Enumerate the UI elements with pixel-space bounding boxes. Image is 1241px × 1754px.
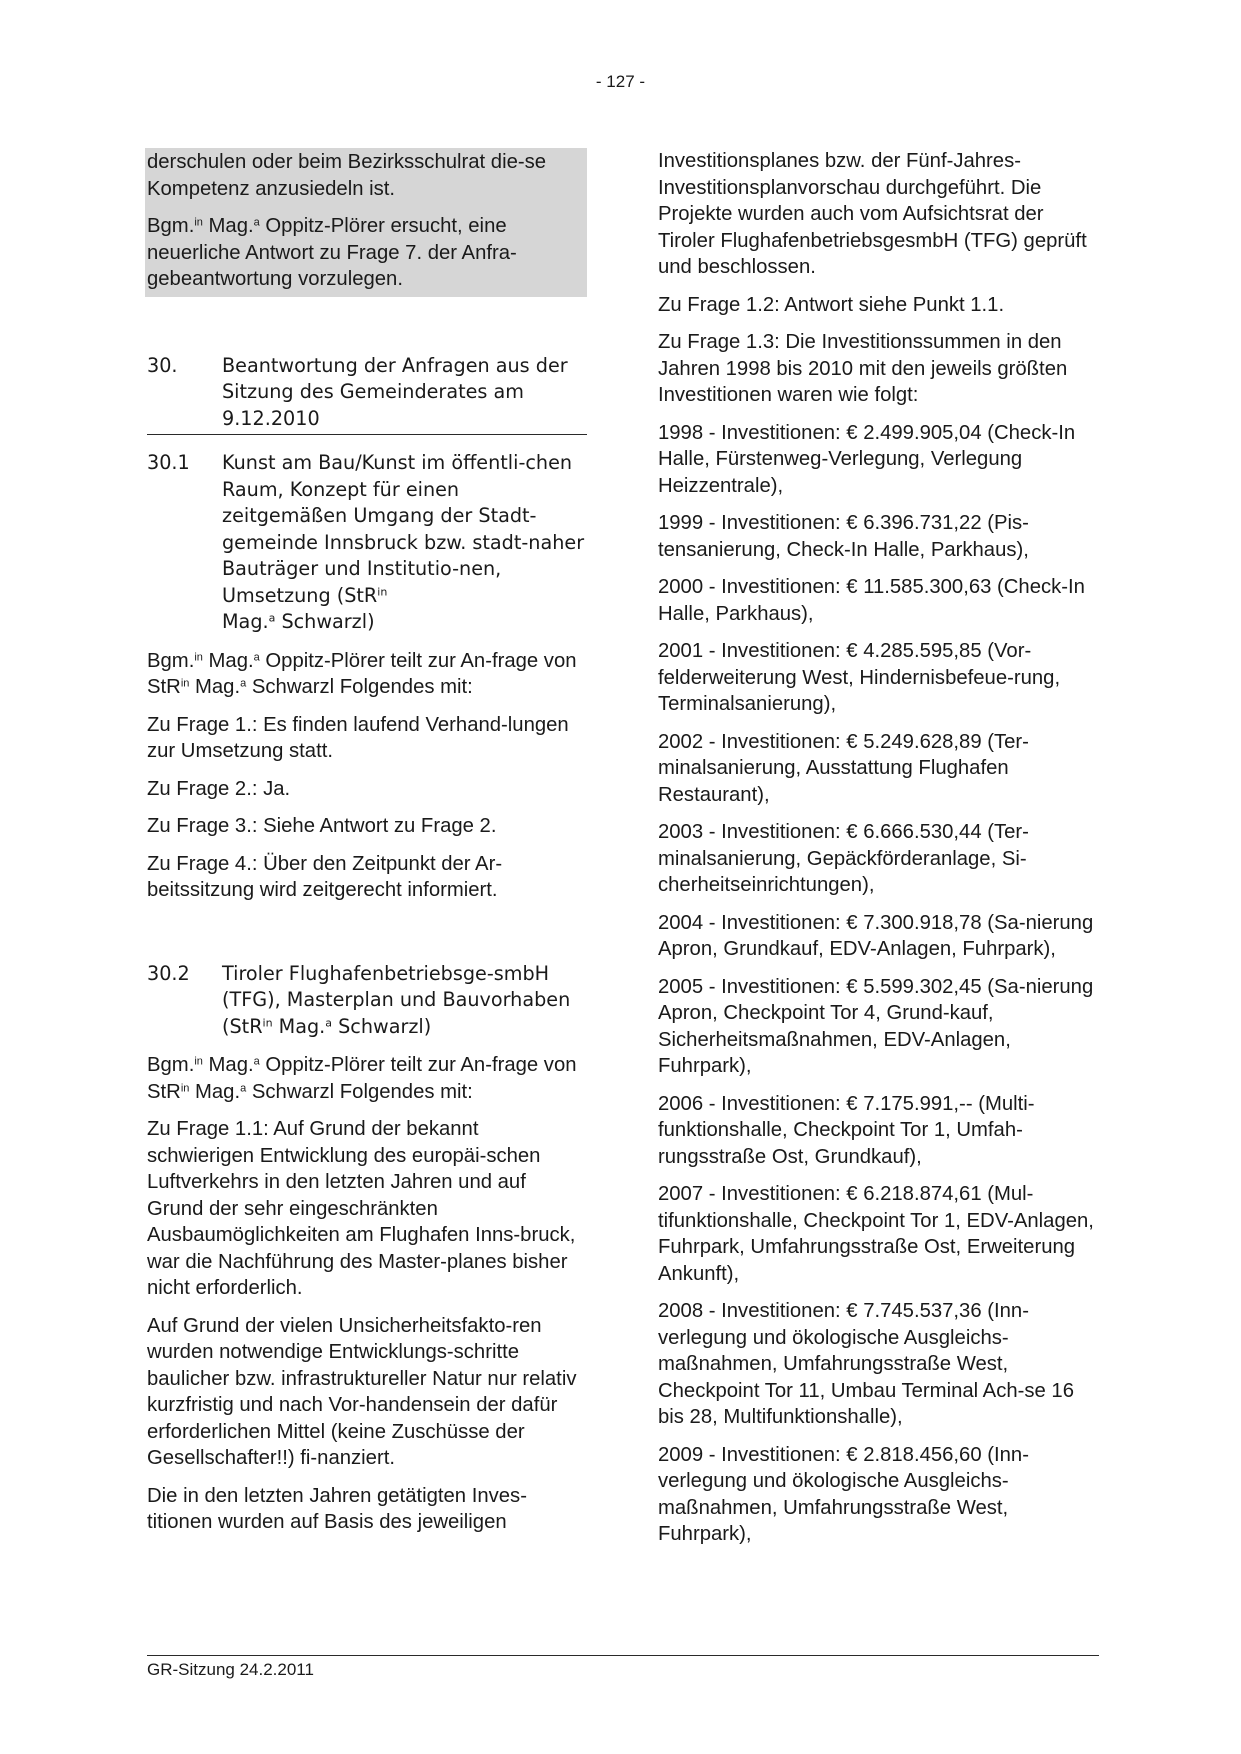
- section-title: Tiroler Flughafenbetriebsge-smbH (TFG), Masterplan und Bauvorhaben (StR$^{in}$ Mag.$^a$ Schwarzl): [222, 961, 571, 1038]
- investment-entry-2006: 2006 - Investitionen: € 7.175.991,-- (Multi-funktionshalle, Checkpoint Tor 1, Umfah-rungsstraße Ost, Grundkauf),: [658, 1092, 1035, 1168]
- investment-entry-2005: 2005 - Investitionen: € 5.599.302,45 (Sa-nierung Apron, Checkpoint Tor 4, Grund-kauf, Sicherheitsmaßnahmen, EDV-Anlagen, Fuhrpark),: [658, 975, 1094, 1077]
- answer-paragraph: Zu Frage 3.: Siehe Antwort zu Frage 2.: [147, 815, 497, 837]
- answer-paragraph: Zu Frage 1.: Es finden laufend Verhand-lungen zur Umsetzung statt.: [147, 713, 569, 762]
- section-heading-30: [147, 353, 587, 436]
- section-heading-30-1: [147, 450, 587, 636]
- section-title: Kunst am Bau/Kunst im öffentli-chen Raum, Konzept für einen zeitgemäßen Umgang der Stadt-gemeinde Innsbruck bzw. stadt-naher Bauträger und Institutio-nen, Umsetzung (StR$^{in}$ Mag.$^a$ Schwarzl): [222, 451, 585, 633]
- highlighted-block: [145, 148, 587, 297]
- answer-paragraph: Zu Frage 4.: Über den Zeitpunkt der Ar-beitssitzung wird zeitgerecht informiert.: [147, 852, 503, 901]
- section-number: 30.: [147, 353, 178, 377]
- intro-paragraph-30-2: Bgm.$^{in}$ Mag.$^a$ Oppitz-Plörer teilt zur An-frage von StR$^{in}$ Mag.$^a$ Schwarzl Folgendes mit:: [147, 1054, 577, 1103]
- section-title: Beantwortung der Anfragen aus der Sitzung des Gemeinderates am 9.12.2010: [222, 353, 568, 430]
- answer-paragraph: Auf Grund der vielen Unsicherheitsfakto-ren wurden notwendige Entwicklungs-schritte baulicher bzw. infrastruktureller Natur nur relativ kurzfristig und nach Vor-handensein der dafür erforderlichen Mittel (keine Zuschüsse der Gesellschafter!!) fi-nanziert.: [147, 1314, 577, 1469]
- investment-entry-2003: 2003 - Investitionen: € 6.666.530,44 (Ter-minalsanierung, Gepäckförderanlage, Si-cherheitseinrichtungen),: [658, 821, 1029, 896]
- investment-entry-2009: 2009 - Investitionen: € 2.818.456,60 (Inn-verlegung und ökologische Ausgleichs-maßnahmen, Umfahrungsstraße West, Fuhrpark),: [658, 1443, 1029, 1545]
- body-paragraph: Investitionsplanes bzw. der Fünf-Jahres-Investitionsplanvorschau durchgeführt. Die Projekte wurden auch vom Aufsichtsrat der Tiroler FlughafenbetriebsgesmbH (TFG) geprüft und beschlossen.: [658, 150, 1087, 278]
- right-column: [658, 148, 1098, 1559]
- answer-paragraph: Zu Frage 2.: Ja.: [147, 777, 291, 800]
- body-paragraph: Zu Frage 1.3: Die Investitionssummen in den Jahren 1998 bis 2010 mit den jeweils größten Investitionen waren wie folgt:: [658, 331, 1068, 406]
- investment-entry-2002: 2002 - Investitionen: € 5.249.628,89 (Ter-minalsanierung, Ausstattung Flughafen Restaurant),: [658, 730, 1029, 806]
- answer-paragraph: Zu Frage 1.1: Auf Grund der bekannt schwierigen Entwicklung des europäi-schen Luftverkehrs in den letzten Jahren und auf Grund der sehr eingeschränkten Ausbaumöglichkeiten am Flughafen Inns-bruck, war die Nachführung des Master-planes bisher nicht erforderlich.: [147, 1118, 576, 1299]
- section-heading-30-2: [147, 961, 587, 1041]
- page-footer: GR-Sitzung 24.2.2011: [147, 1655, 1099, 1680]
- answer-paragraph: Die in den letzten Jahren getätigten Inves-titionen wurden auf Basis des jeweiligen: [147, 1484, 527, 1533]
- investment-entry-2000: 2000 - Investitionen: € 11.585.300,63 (Check-In Halle, Parkhaus),: [658, 576, 1085, 625]
- investment-entry-2004: 2004 - Investitionen: € 7.300.918,78 (Sa-nierung Apron, Grundkauf, EDV-Anlagen, Fuhrpark),: [658, 911, 1094, 960]
- page-number: - 127 -: [595, 72, 646, 91]
- section-number: 30.1: [147, 451, 190, 474]
- investment-entry-1998: 1998 - Investitionen: € 2.499.905,04 (Check-In Halle, Fürstenweg-Verlegung, Verlegung Heizzentrale),: [658, 421, 1076, 497]
- left-column: [147, 148, 587, 1547]
- investment-entry-1999: 1999 - Investitionen: € 6.396.731,22 (Pis-tensanierung, Check-In Halle, Parkhaus),: [658, 512, 1029, 561]
- body-paragraph: Zu Frage 1.2: Antwort siehe Punkt 1.1.: [658, 293, 1005, 316]
- investment-entry-2008: 2008 - Investitionen: € 7.745.537,36 (Inn-verlegung und ökologische Ausgleichs-maßnahmen, Umfahrungsstraße West, Checkpoint Tor 11, Umbau Terminal Ach-se 16 bis 28, Multifunktionshalle),: [658, 1300, 1074, 1428]
- highlighted-paragraph-1: derschulen oder beim Bezirksschulrat die-se Kompetenz anzusiedeln ist.: [147, 151, 547, 200]
- investment-entry-2001: 2001 - Investitionen: € 4.285.595,85 (Vor-felderweiterung West, Hindernisbefeue-rung, Terminalsanierung),: [658, 640, 1061, 715]
- intro-paragraph-30-1: Bgm.$^{in}$ Mag.$^a$ Oppitz-Plörer teilt zur An-frage von StR$^{in}$ Mag.$^a$ Schwarzl Folgendes mit:: [147, 649, 577, 698]
- highlighted-paragraph-2: Bgm.$^{in}$ Mag.$^a$ Oppitz-Plörer ersucht, eine neuerliche Antwort zu Frage 7. der Anfra-gebeantwortung vorzulegen.: [147, 215, 517, 290]
- section-number: 30.2: [147, 961, 190, 985]
- investment-entry-2007: 2007 - Investitionen: € 6.218.874,61 (Mul-tifunktionshalle, Checkpoint Tor 1, EDV-Anlagen, Fuhrpark, Umfahrungsstraße Ost, Erweiterung Ankunft),: [658, 1183, 1094, 1285]
